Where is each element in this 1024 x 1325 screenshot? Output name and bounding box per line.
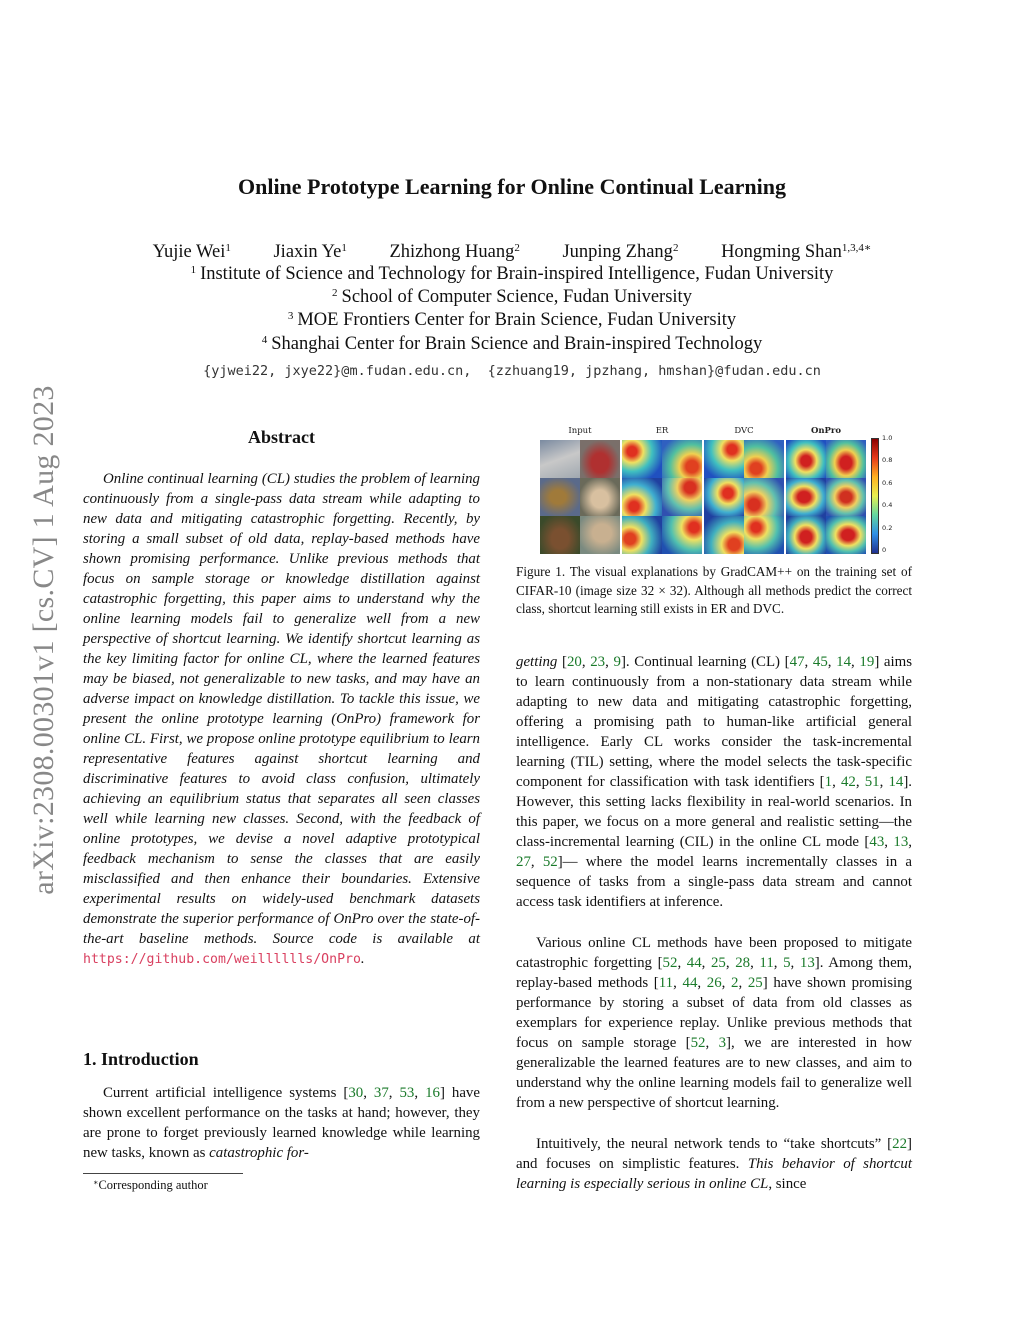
- heatmap: [786, 516, 826, 554]
- image-deer: [540, 516, 580, 554]
- heatmap: [744, 478, 784, 516]
- heatmap: [786, 478, 826, 516]
- affiliation: $^3$ MOE Frontiers Center for Brain Science, Fudan University: [287, 310, 737, 330]
- citation[interactable]: 14: [836, 654, 852, 670]
- image-plane: [540, 440, 580, 478]
- image-car: [580, 440, 620, 478]
- citation[interactable]: 52: [690, 1035, 706, 1051]
- intro-paragraph: Current artificial intelligence systems [30, 37, 53, 16] have shown excellent performance on the tasks at hand; however, they are prone to forget previously learned knowledge while learning new tasks, known as catastrophic for-: [83, 1085, 480, 1161]
- section-heading-introduction: 1. Introduction: [83, 1049, 199, 1069]
- citation[interactable]: 3: [718, 1035, 727, 1051]
- citation[interactable]: 37: [373, 1085, 389, 1101]
- input-images: [540, 440, 620, 554]
- citation[interactable]: 11: [658, 975, 674, 991]
- affiliation: $^1$ Institute of Science and Technology for Brain-inspired Intelligence, Fudan University: [190, 264, 834, 284]
- heatmap: [704, 516, 744, 554]
- citation[interactable]: 52: [542, 854, 558, 870]
- heatmap: [662, 440, 702, 478]
- citation[interactable]: 26: [706, 975, 722, 991]
- heatmap: [662, 516, 702, 554]
- affiliation: $^2$ School of Computer Science, Fudan University: [332, 287, 692, 307]
- heatmap: [662, 478, 702, 516]
- colorbar-tick: 0.8: [882, 456, 893, 465]
- heatmap: [744, 516, 784, 554]
- citation[interactable]: 22: [892, 1136, 908, 1152]
- citation[interactable]: 45: [812, 654, 828, 670]
- heatmap: [826, 440, 866, 478]
- author-emails: {yjwei22, jxye22}@m.fudan.edu.cn, {zzhuang19, jpzhang, hmshan}@fudan.edu.cn: [203, 363, 821, 379]
- arxiv-side-banner: arXiv:2308.00301v1 [cs.CV] 1 Aug 2023: [27, 385, 60, 895]
- citation[interactable]: 52: [662, 955, 678, 971]
- citation[interactable]: 23: [590, 654, 606, 670]
- abstract-heading: Abstract: [248, 427, 315, 447]
- colorbar-tick: 0.2: [882, 523, 893, 532]
- intro-paragraph: Various online CL methods have been proposed to mitigate catastrophic forgetting [52, 44, 25, 28, 11, 5, 13]. Among them, replay-based methods [11, 44, 26, 2, 25] have shown promising performance by storing a subset of data from old classes as exemplars for experience replay. Unlike previous methods that focus on sample storage [52, 3], we are interested in how generalizable the learned features are to new classes, and aim to understand why the online learning models fail to generalize well from a new perspective of shortcut learning.: [516, 935, 913, 1111]
- author: Jiaxin Ye$^1$: [273, 242, 347, 262]
- er-heatmaps: [622, 440, 702, 554]
- author: Junping Zhang$^2$: [562, 242, 679, 262]
- citation[interactable]: 1: [824, 774, 833, 790]
- citation[interactable]: 28: [735, 955, 751, 971]
- heatmap: [786, 440, 826, 478]
- citation[interactable]: 47: [789, 654, 805, 670]
- footnote: ∗Corresponding author: [93, 1178, 208, 1192]
- image-dog: [580, 478, 620, 516]
- onpro-heatmaps: [786, 440, 866, 554]
- abstract-body: Online continual learning (CL) studies the problem of learning continuously from a single-pass data stream while adapting to new data and mitigating catastrophic forgetting. Recently, by storing a small subset of old data, replay-based methods have shown promising performance. Unlike previous methods that focus on sample storage or knowledge distillation against catastrophic forgetting, this paper aims to understand why the online learning models fail to generalize well from a new perspective of shortcut learning. We identify shortcut learning as the key limiting factor for online CL, where the learned features may be biased, not generalizable to new tasks, and may have an adverse impact on knowledge distillation. To tackle this issue, we present the online prototype learning (OnPro) framework for online CL. First, we propose online prototype equilibrium to learn representative features against shortcut learning and discriminative features to avoid class confusion, ultimately achieving an equilibrium status that separates all seen classes well while learning new classes. Second, with the feedback of online prototypes, we devise a novel adaptive prototypical feedback mechanism to sense the classes that are easily misclassified and then enhance their boundaries. Extensive experimental results on widely-used benchmark datasets demonstrate the superior performance of OnPro over the state-of-the-art baseline methods. Source code is available at https://github.com/weilllllls/OnPro.: [83, 471, 480, 967]
- intro-paragraph: getting [20, 23, 9]. Continual learning (CL) [47, 45, 14, 19] aims to learn continuously from a non-stationary data stream while adapting to new data and mitigating catastrophic forgetting, offering a promising path to human-like artificial general intelligence. Early CL works consider the task-incremental learning (TIL) setting, where the model selects the task-specific component for classification with task identifiers [1, 42, 51, 14]. However, this setting lacks flexibility in real-world scenarios. In this paper, we focus on a more general and realistic setting—the class-incremental learning (CIL) in the online CL mode [43, 13, 27, 52]— where the model learns incrementally classes in a sequence of tasks from a single-pass data stream and cannot access task identifiers at inference.: [516, 654, 913, 910]
- citation[interactable]: 20: [566, 654, 582, 670]
- figure-label-er: ER: [655, 426, 669, 436]
- footnote-rule: [83, 1173, 243, 1174]
- citation[interactable]: 27: [516, 854, 531, 870]
- heatmap: [622, 478, 662, 516]
- heatmap: [826, 516, 866, 554]
- author-list: [0, 241, 1024, 263]
- figure-label-input: Input: [568, 426, 592, 436]
- citation[interactable]: 19: [859, 654, 875, 670]
- heatmap: [826, 478, 866, 516]
- citation[interactable]: 16: [425, 1085, 440, 1101]
- citation[interactable]: 11: [759, 955, 774, 971]
- figure-gradcam: [538, 426, 898, 558]
- citation[interactable]: 13: [799, 955, 815, 971]
- source-code-link[interactable]: https://github.com/weilllllls/OnPro: [83, 952, 361, 967]
- citation[interactable]: 43: [869, 834, 885, 850]
- citation[interactable]: 53: [399, 1085, 415, 1101]
- paper-title: Online Prototype Learning for Online Continual Learning: [237, 174, 786, 199]
- colorbar-tick: 0: [882, 546, 887, 554]
- citation[interactable]: 9: [613, 654, 621, 670]
- citation[interactable]: 51: [864, 774, 880, 790]
- author: Zhizhong Huang$^2$: [389, 242, 520, 262]
- image-bird: [540, 478, 580, 516]
- citation[interactable]: 44: [686, 955, 702, 971]
- affiliation: $^4$ Shanghai Center for Brain Science and Brain-inspired Technology: [261, 334, 763, 354]
- citation[interactable]: 5: [783, 955, 791, 971]
- colorbar-tick: 1.0: [882, 434, 893, 442]
- heatmap: [622, 440, 662, 478]
- heatmap: [704, 440, 744, 478]
- dvc-heatmaps: [704, 440, 784, 554]
- figure-label-onpro: OnPro: [810, 426, 842, 436]
- colorbar-tick: 0.6: [882, 478, 893, 487]
- heatmap: [744, 440, 784, 478]
- intro-paragraph: Intuitively, the neural network tends to “take shortcuts” [22] and focuses on simplistic features. This behavior of shortcut learning is especially serious in online CL, since: [516, 1136, 912, 1192]
- figure-caption: Figure 1. The visual explanations by GradCAM++ on the training set of CIFAR-10 (image size 32 × 32). Although all methods predict the correct class, shortcut learning still exists in ER and DVC.: [516, 564, 912, 616]
- figure-label-dvc: DVC: [734, 426, 754, 436]
- citation[interactable]: 25: [710, 955, 726, 971]
- citation[interactable]: 25: [747, 975, 763, 991]
- citation[interactable]: 42: [840, 774, 856, 790]
- citation[interactable]: 30: [348, 1085, 364, 1101]
- citation[interactable]: 14: [888, 774, 904, 790]
- citation[interactable]: 13: [893, 834, 909, 850]
- citation[interactable]: 2: [731, 975, 739, 991]
- image-dog-2: [580, 516, 620, 554]
- heatmap: [704, 478, 744, 516]
- author: Hongming Shan$^{1,3,4∗}$: [721, 242, 872, 262]
- author: Yujie Wei$^1$: [152, 242, 231, 262]
- heatmap: [622, 516, 662, 554]
- colorbar: [871, 438, 879, 554]
- citation[interactable]: 44: [682, 975, 698, 991]
- colorbar-tick: 0.4: [882, 501, 893, 510]
